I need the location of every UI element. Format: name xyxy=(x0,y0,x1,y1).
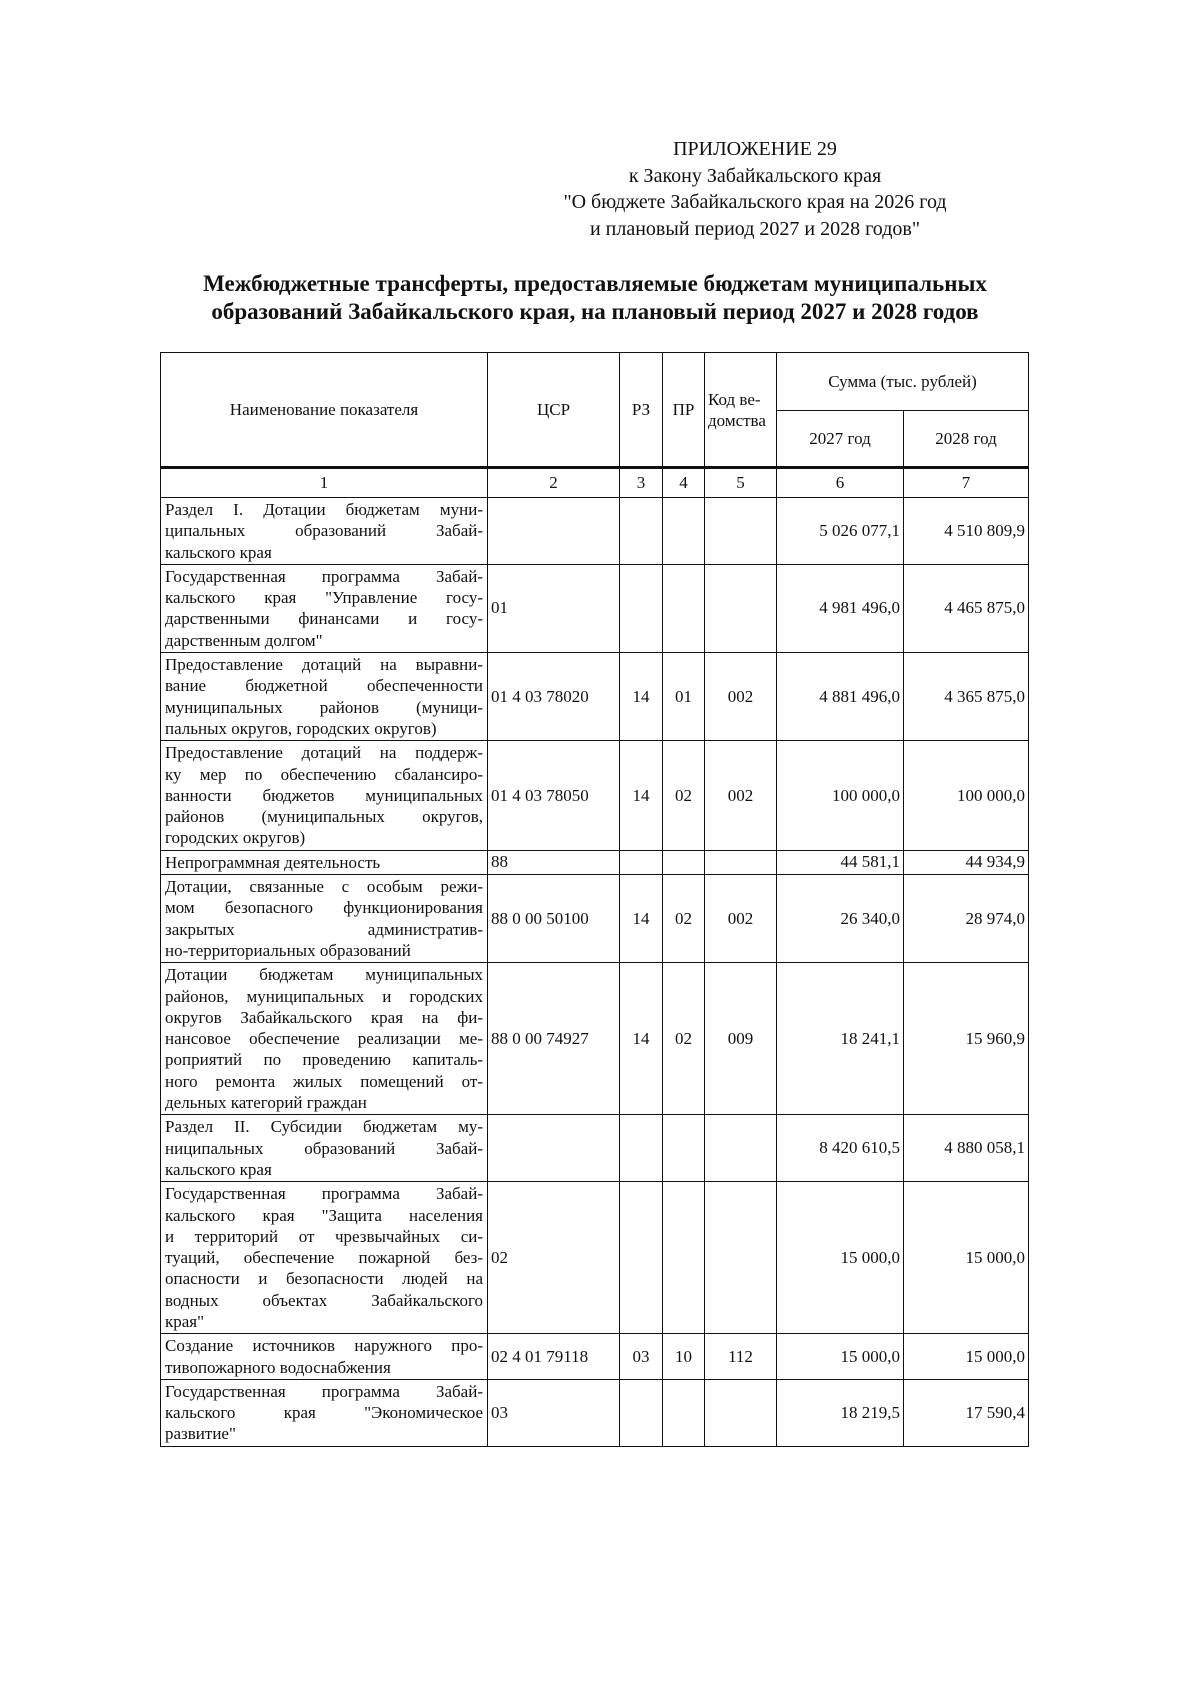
indicator-name-line: округов Забайкальского края на фи- xyxy=(165,1007,483,1027)
cell-y2028: 28 974,0 xyxy=(904,875,1029,963)
cell-y2028: 44 934,9 xyxy=(904,850,1029,874)
column-number: 6 xyxy=(777,468,904,498)
indicator-name-line: Создание источников наружного про- xyxy=(165,1336,483,1356)
indicator-name-line: ванности бюджетов муниципальных xyxy=(165,785,483,805)
cell-csr: 03 xyxy=(488,1379,620,1446)
cell-y2027: 26 340,0 xyxy=(777,875,904,963)
cell-csr: 88 xyxy=(488,850,620,874)
cell-y2028: 15 000,0 xyxy=(904,1334,1029,1380)
indicator-name-line: кальского края "Экономическое xyxy=(165,1403,483,1423)
cell-kod: 002 xyxy=(705,875,777,963)
cell-csr: 02 xyxy=(488,1182,620,1334)
annex-law: к Закону Забайкальского края xyxy=(628,164,882,187)
cell-y2028: 4 365 875,0 xyxy=(904,653,1029,741)
column-number: 5 xyxy=(705,468,777,498)
cell-y2027: 8 420 610,5 xyxy=(777,1115,904,1182)
cell-rz: 03 xyxy=(620,1334,663,1380)
cell-rz xyxy=(620,498,663,565)
indicator-name xyxy=(161,741,488,850)
indicator-name-line: туаций, обеспечение пожарной без- xyxy=(165,1248,483,1268)
indicator-name-line: Раздел II. Субсидии бюджетам му- xyxy=(165,1117,483,1137)
cell-y2027: 18 219,5 xyxy=(777,1379,904,1446)
indicator-name-line: нансовое обеспечение реализации ме- xyxy=(165,1029,483,1049)
cell-y2028: 15 000,0 xyxy=(904,1182,1029,1334)
indicator-name xyxy=(161,1379,488,1446)
indicator-name-line: кальского края "Защита населения xyxy=(165,1205,483,1225)
cell-pr xyxy=(663,1379,705,1446)
indicator-name xyxy=(161,875,488,963)
cell-kod xyxy=(705,850,777,874)
column-number: 2 xyxy=(488,468,620,498)
indicator-name-line: края" xyxy=(165,1311,205,1331)
cell-kod: 009 xyxy=(705,963,777,1115)
indicator-name xyxy=(161,1182,488,1334)
cell-kod xyxy=(705,1182,777,1334)
cell-rz xyxy=(620,1379,663,1446)
indicator-name-line: Государственная программа Забай- xyxy=(165,566,483,586)
table-row xyxy=(161,1115,1029,1182)
cell-rz xyxy=(620,1115,663,1182)
header-2028: 2028 год xyxy=(904,411,1029,468)
table-row xyxy=(161,875,1029,963)
indicator-name xyxy=(161,1334,488,1380)
header-name: Наименование показателя xyxy=(161,353,488,468)
cell-csr: 01 4 03 78050 xyxy=(488,741,620,850)
indicator-name-line: но-территориальных образований xyxy=(165,940,411,960)
header-csr: ЦСР xyxy=(488,353,620,468)
cell-pr xyxy=(663,1182,705,1334)
indicator-name-line: ного ремонта жилых помещений от- xyxy=(165,1071,483,1091)
cell-y2027: 4 981 496,0 xyxy=(777,564,904,652)
table-row xyxy=(161,564,1029,652)
annex-law-title: "О бюджете Забайкальского края на 2026 год xyxy=(563,191,947,213)
cell-y2028: 17 590,4 xyxy=(904,1379,1029,1446)
cell-y2028: 4 880 058,1 xyxy=(904,1115,1029,1182)
cell-y2027: 5 026 077,1 xyxy=(777,498,904,565)
cell-pr: 01 xyxy=(663,653,705,741)
column-number: 3 xyxy=(620,468,663,498)
indicator-name-line: Непрограммная деятельность xyxy=(165,852,381,872)
cell-rz: 14 xyxy=(620,741,663,850)
cell-kod: 112 xyxy=(705,1334,777,1380)
header-kod: Код ве-домства xyxy=(705,353,777,468)
cell-pr: 02 xyxy=(663,875,705,963)
cell-kod xyxy=(705,1379,777,1446)
cell-csr xyxy=(488,1115,620,1182)
table-row xyxy=(161,1334,1029,1380)
cell-y2028: 4 510 809,9 xyxy=(904,498,1029,565)
indicator-name-line: ниципальных образований Забай- xyxy=(165,1138,483,1158)
table-row xyxy=(161,653,1029,741)
indicator-name-line: и территорий от чрезвычайных си- xyxy=(165,1226,483,1246)
indicator-name-line: муниципальных районов (муници- xyxy=(165,697,483,717)
indicator-name-line: вание бюджетной обеспеченности xyxy=(165,676,483,696)
indicator-name-line: пальных округов, городских округов) xyxy=(165,718,437,738)
cell-kod xyxy=(705,1115,777,1182)
indicator-name-line: кальского края xyxy=(165,1159,272,1179)
cell-pr xyxy=(663,564,705,652)
cell-rz: 14 xyxy=(620,875,663,963)
indicator-name-line: Раздел I. Дотации бюджетам муни- xyxy=(165,500,483,519)
indicator-name-line: тивопожарного водоснабжения xyxy=(165,1357,391,1377)
header-2027: 2027 год xyxy=(777,411,904,468)
indicator-name-line: ку мер по обеспечению сбалансиро- xyxy=(165,764,483,784)
cell-csr: 02 4 01 79118 xyxy=(488,1334,620,1380)
table-row xyxy=(161,1182,1029,1334)
indicator-name-line: мом безопасного функционирования xyxy=(165,898,483,918)
title-line: образований Забайкальского края, на плановый период 2027 и 2028 годов xyxy=(211,299,979,324)
cell-rz: 14 xyxy=(620,963,663,1115)
cell-csr: 01 xyxy=(488,564,620,652)
indicator-name-line: кальского края xyxy=(165,542,272,562)
indicator-name-line: дельных категорий граждан xyxy=(165,1093,367,1113)
cell-kod: 002 xyxy=(705,653,777,741)
cell-rz xyxy=(620,850,663,874)
cell-y2027: 15 000,0 xyxy=(777,1334,904,1380)
cell-pr: 02 xyxy=(663,963,705,1115)
table-row xyxy=(161,498,1029,565)
indicator-name-line: Предоставление дотаций на поддерж- xyxy=(165,743,483,763)
cell-y2027: 100 000,0 xyxy=(777,741,904,850)
annex-header xyxy=(560,136,950,242)
table-row xyxy=(161,741,1029,850)
indicator-name-line: Дотации бюджетам муниципальных xyxy=(165,965,483,985)
indicator-name-line: закрытых административ- xyxy=(165,919,483,939)
indicator-name-line: Государственная программа Забай- xyxy=(165,1381,483,1401)
cell-csr: 88 0 00 50100 xyxy=(488,875,620,963)
column-number: 4 xyxy=(663,468,705,498)
indicator-name xyxy=(161,1115,488,1182)
cell-y2028: 15 960,9 xyxy=(904,963,1029,1115)
indicator-name-line: опасности и безопасности людей на xyxy=(165,1269,483,1289)
table-row xyxy=(161,850,1029,874)
cell-pr xyxy=(663,1115,705,1182)
document-title xyxy=(150,270,1040,326)
table-row xyxy=(161,1379,1029,1446)
indicator-name-line: роприятий по проведению капиталь- xyxy=(165,1050,483,1070)
indicator-name-line: развитие" xyxy=(165,1424,236,1444)
indicator-name xyxy=(161,564,488,652)
cell-y2027: 4 881 496,0 xyxy=(777,653,904,741)
indicator-name-line: водных объектах Забайкальского xyxy=(165,1290,483,1310)
cell-csr xyxy=(488,498,620,565)
indicator-name xyxy=(161,653,488,741)
cell-kod: 002 xyxy=(705,741,777,850)
header-sum: Сумма (тыс. рублей) xyxy=(777,353,1029,411)
cell-pr: 02 xyxy=(663,741,705,850)
cell-y2028: 4 465 875,0 xyxy=(904,564,1029,652)
indicator-name-line: дарственным долгом" xyxy=(165,630,323,650)
indicator-name-line: Предоставление дотаций на выравни- xyxy=(165,655,483,675)
indicator-name xyxy=(161,498,488,565)
cell-kod xyxy=(705,564,777,652)
cell-pr xyxy=(663,850,705,874)
header-pr: ПР xyxy=(663,353,705,468)
indicator-name-line: дарственными финансами и госу- xyxy=(165,609,483,629)
column-number: 7 xyxy=(904,468,1029,498)
cell-y2027: 18 241,1 xyxy=(777,963,904,1115)
cell-y2027: 15 000,0 xyxy=(777,1182,904,1334)
indicator-name-line: Дотации, связанные с особым режи- xyxy=(165,877,483,897)
cell-rz: 14 xyxy=(620,653,663,741)
header-rz: РЗ xyxy=(620,353,663,468)
cell-csr: 01 4 03 78020 xyxy=(488,653,620,741)
indicator-name xyxy=(161,963,488,1115)
transfers-table xyxy=(160,352,1029,1447)
annex-law-period: и плановый период 2027 и 2028 годов" xyxy=(589,217,921,240)
indicator-name-line: Государственная программа Забай- xyxy=(165,1184,483,1204)
column-numbers-row xyxy=(161,468,1029,498)
column-number: 1 xyxy=(161,468,488,498)
indicator-name-line: ципальных образований Забай- xyxy=(165,521,483,541)
indicator-name-line: кальского края "Управление госу- xyxy=(165,588,483,608)
cell-rz xyxy=(620,564,663,652)
table-row xyxy=(161,963,1029,1115)
title-line: Межбюджетные трансферты, предоставляемые бюджетам муниципальных xyxy=(203,271,987,296)
indicator-name xyxy=(161,850,488,874)
cell-pr xyxy=(663,498,705,565)
indicator-name-line: городских округов) xyxy=(165,828,306,848)
indicator-name-line: районов (муниципальных округов, xyxy=(165,807,483,827)
indicator-name-line: районов, муниципальных и городских xyxy=(165,986,483,1006)
cell-kod xyxy=(705,498,777,565)
cell-y2028: 100 000,0 xyxy=(904,741,1029,850)
annex-number: ПРИЛОЖЕНИЕ 29 xyxy=(673,138,837,160)
cell-csr: 88 0 00 74927 xyxy=(488,963,620,1115)
cell-pr: 10 xyxy=(663,1334,705,1380)
cell-rz xyxy=(620,1182,663,1334)
cell-y2027: 44 581,1 xyxy=(777,850,904,874)
